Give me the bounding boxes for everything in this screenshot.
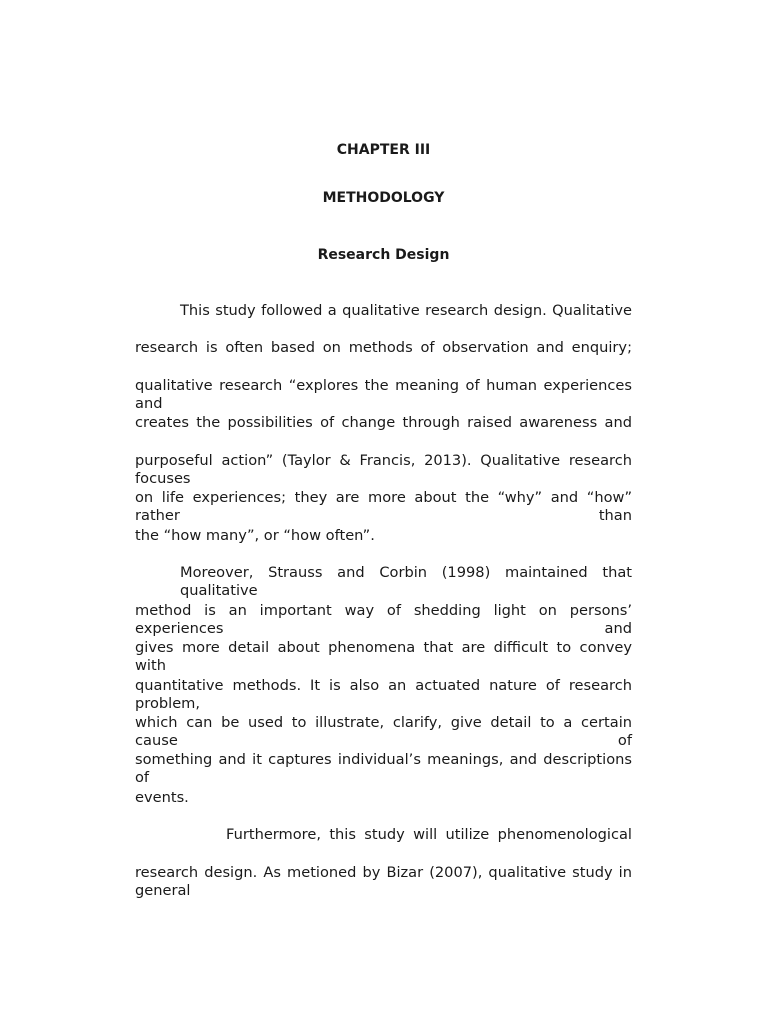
paragraph-line: which can be used to illustrate, clarify, give detail to a certain cause of [135,714,632,749]
paragraph-line: research design. As metioned by Bizar (2007), qualitative study in general [135,864,632,899]
paragraph-line: something and it captures individual’s meanings, and descriptions of [135,751,632,786]
chapter-heading: CHAPTER III [336,142,431,158]
paragraph-line: quantitative methods. It is also an actuated nature of research problem, [135,677,632,712]
paragraph-line: research is often based on methods of observation and enquiry; [135,339,632,356]
section-heading: Research Design [317,247,450,263]
paragraph-line: the “how many”, or “how often”. [135,527,375,544]
paragraph-line: method is an important way of shedding light on persons’ experiences and [135,602,632,637]
paragraph-line: purposeful action” (Taylor & Francis, 2013). Qualitative research focuses [135,452,632,487]
paragraph-line: creates the possibilities of change through raised awareness and [135,414,632,431]
paragraph-line: Moreover, Strauss and Corbin (1998) maintained that qualitative [180,564,632,599]
paragraph-line: events. [135,789,189,806]
paragraph-line: Furthermore, this study will utilize phenomenological [226,826,632,843]
paragraph-line: This study followed a qualitative research design. Qualitative [180,302,632,319]
chapter-title: METHODOLOGY [322,190,445,206]
paragraph-line: on life experiences; they are more about the “why” and “how” rather than [135,489,632,524]
paragraph-line: qualitative research “explores the meaning of human experiences and [135,377,632,412]
paragraph-line: gives more detail about phenomena that are difficult to convey with [135,639,632,674]
